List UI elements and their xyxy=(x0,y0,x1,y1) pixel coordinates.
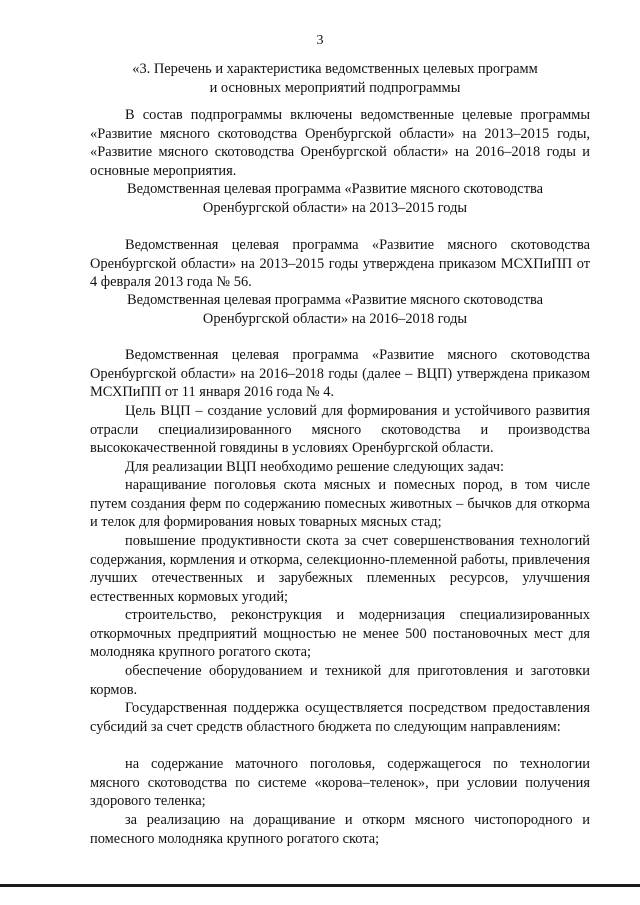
program2-title-line-1: Ведомственная целевая программа «Развитие мясного скотоводства xyxy=(127,292,543,308)
section-title-line-2: и основных мероприятий подпрограммы xyxy=(209,79,461,96)
task-item-4: обеспечение оборудованием и техникой для приготовления и заготовки кормов. xyxy=(90,663,590,698)
bottom-scan-border xyxy=(0,884,640,887)
program1-text: Ведомственная целевая программа «Развитие мясного скотоводства Оренбургской области» на 2013–2015 годы утверждена приказом МСХПиПП от 4 февраля 2013 года № 56. xyxy=(90,237,590,291)
page-number: 3 xyxy=(316,33,324,48)
intro-paragraph: В состав подпрограммы включены ведомственные целевые программы «Развитие мясного скотоводства Оренбургской области» на 2013–2015 годы, «Развитие мясного скотоводства Оренбургской области» на 2016–2018 годы и основные мероприятия. xyxy=(90,107,590,179)
program2-title-line-2: Оренбургской области» на 2016–2018 годы xyxy=(202,310,468,327)
program1-title-line-1: Ведомственная целевая программа «Развитие мясного скотоводства xyxy=(127,181,543,197)
state-support-paragraph: Государственная поддержка осуществляется посредством предоставления субсидий за счет средств областного бюджета по следующим направлениям: xyxy=(90,700,590,735)
section-title xyxy=(90,60,580,97)
support-item-2: за реализацию на доращивание и откорм мясного чистопородного и помесного молодняка крупного рогатого скота; xyxy=(90,812,590,847)
program2-tasks-intro: Для реализации ВЦП необходимо решение следующих задач: xyxy=(125,459,505,475)
program2-approval-paragraph: Ведомственная целевая программа «Развитие мясного скотоводства Оренбургской области» на 2016–2018 годы (далее – ВЦП) утверждена приказом МСХПиПП от 11 января 2016 года № 4. xyxy=(90,347,590,401)
support-item-1: на содержание маточного поголовья, содержащегося по технологии мясного скотоводства по системе «корова–теленок», при условии получения здорового теленка; xyxy=(90,756,590,810)
task-item-2: повышение продуктивности скота за счет совершенствования технологий содержания, кормления и откорма, селекционно-племенной работы, привлечения лучших отечественных и зарубежных племенных ресурсов, улучшения естественных кормовых угодий; xyxy=(90,533,590,605)
task-item-3: строительство, реконструкция и модернизация специализированных откормочных предприятий мощностью не менее 500 постановочных мест для молодняка крупного рогатого скота; xyxy=(90,607,590,661)
section-title-line-1: «3. Перечень и характеристика ведомственных целевых программ xyxy=(132,61,538,77)
program2-title xyxy=(90,291,580,328)
program2-goal-paragraph: Цель ВЦП – создание условий для формирования и устойчивого развития отрасли специализированного мясного скотоводства и производства высококачественной говядины в условиях Оренбургской области. xyxy=(90,403,590,457)
program1-title-line-2: Оренбургской области» на 2013–2015 годы xyxy=(202,199,468,216)
program1-title xyxy=(90,180,580,217)
task-item-1: наращивание поголовья скота мясных и помесных пород, в том числе путем создания ферм по содержанию помесных животных – бычков для откорма и телок для формирования новых товарных мясных стад; xyxy=(90,477,590,531)
